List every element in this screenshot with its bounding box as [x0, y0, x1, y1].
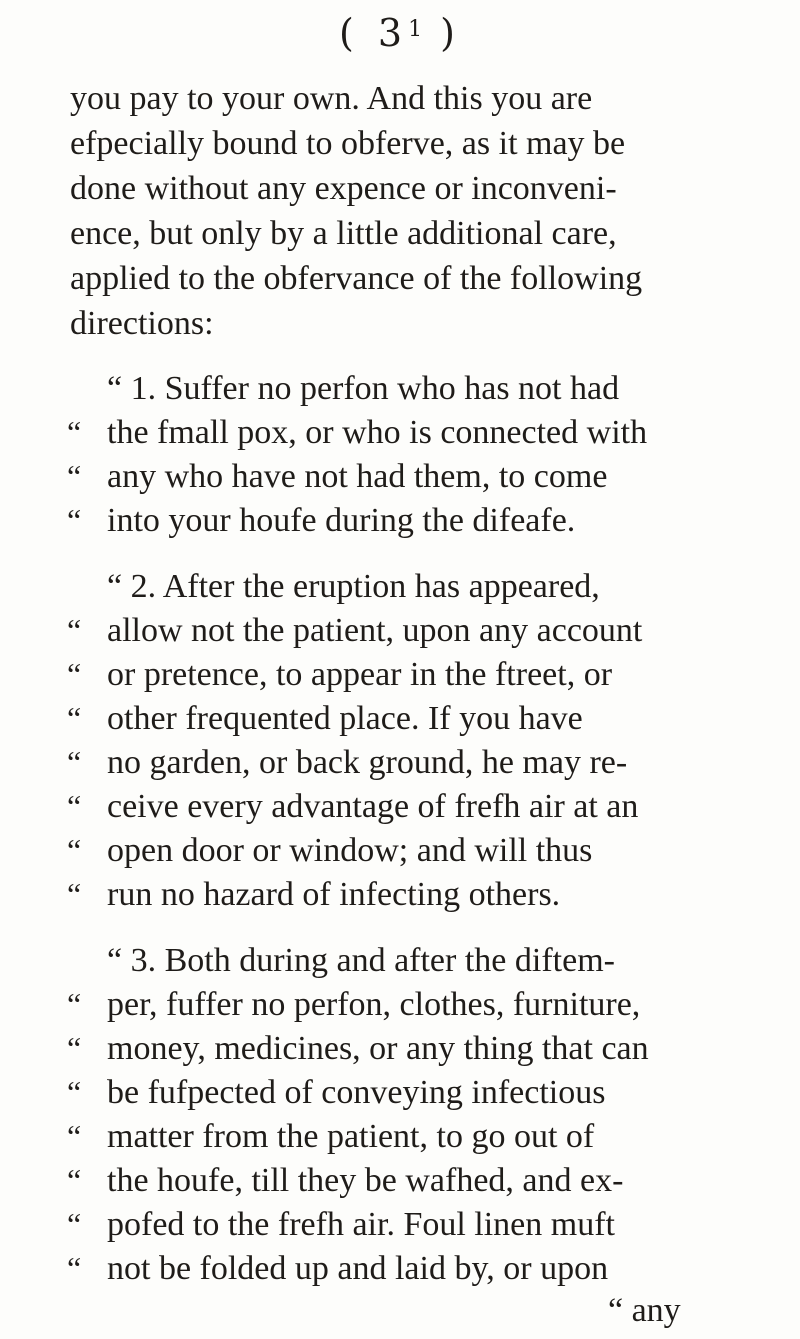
quote-mark: “: [67, 1118, 82, 1154]
quote-mark: “: [67, 1162, 82, 1198]
text-line: [67, 608, 643, 653]
text-line-content: pofed to the frefh air. Foul linen muft: [107, 1206, 615, 1243]
text-line-content: the houfe, till they be wafhed, and ex-: [107, 1162, 624, 1199]
text-line-content: per, fuffer no perfon, clothes, furniture,: [107, 986, 641, 1023]
text-line: [70, 256, 642, 301]
text-line-content: “ 2. After the eruption has appeared,: [107, 568, 600, 605]
page-number-header: [0, 6, 800, 57]
catchword: “ any: [608, 1292, 681, 1329]
quote-mark: “: [67, 656, 82, 692]
text-line-content: or pretence, to appear in the ftreet, or: [107, 656, 613, 693]
text-line: [67, 1070, 606, 1115]
quote-mark: “: [67, 986, 82, 1022]
text-line-content: into your houfe during the difeafe.: [107, 502, 576, 539]
text-line: [70, 166, 617, 211]
quote-mark: “: [67, 612, 82, 648]
text-line-content: ence, but only by a little additional care,: [70, 215, 617, 252]
text-line-content: be fufpected of conveying infectious: [107, 1074, 606, 1111]
text-line: [70, 76, 592, 121]
text-line-content: no garden, or back ground, he may re-: [107, 744, 628, 781]
text-line: [70, 121, 625, 166]
text-line: [67, 1026, 649, 1071]
quote-mark: “: [67, 1074, 82, 1110]
text-line: [107, 366, 619, 411]
text-line-content: run no hazard of infecting others.: [107, 876, 561, 913]
page-number-close: ): [422, 11, 461, 55]
text-line: [67, 652, 613, 697]
quote-mark: “: [67, 876, 82, 912]
text-line: [67, 1158, 624, 1203]
text-line-content: matter from the patient, to go out of: [107, 1118, 595, 1155]
text-line: [107, 564, 600, 609]
text-line-content: directions:: [70, 305, 214, 342]
text-line-content: applied to the obfervance of the following: [70, 260, 643, 297]
text-line-content: the fmall pox, or who is connected with: [107, 414, 648, 451]
text-line: [67, 696, 583, 741]
text-line: [67, 872, 561, 917]
quote-mark: “: [67, 832, 82, 868]
text-line-content: “ 3. Both during and after the diftem-: [107, 942, 615, 979]
text-line-content: not be folded up and laid by, or upon: [107, 1250, 609, 1287]
text-line-content: open door or window; and will thus: [107, 832, 593, 869]
quote-mark: “: [67, 502, 82, 538]
text-line: [70, 301, 214, 346]
quote-mark: “: [67, 458, 82, 494]
text-line: [67, 410, 648, 455]
quote-mark: “: [67, 1206, 82, 1242]
text-line-content: efpecially bound to obferve, as it may be: [70, 125, 626, 162]
text-line-content: done without any expence or inconveni-: [70, 170, 617, 207]
text-line-content: money, medicines, or any thing that can: [107, 1030, 649, 1067]
quote-mark: “: [67, 1030, 82, 1066]
page-number-open: ( 3: [339, 11, 409, 55]
text-line: [67, 1202, 615, 1247]
text-line-content: any who have not had them, to come: [107, 458, 608, 495]
text-line-content: “ 1. Suffer no perfon who has not had: [107, 370, 620, 407]
quote-mark: “: [67, 414, 82, 450]
text-line: [67, 498, 576, 543]
text-line: [70, 211, 617, 256]
text-line: [67, 784, 639, 829]
quote-mark: “: [67, 788, 82, 824]
text-line-content: allow not the patient, upon any account: [107, 612, 643, 649]
text-line: [67, 1246, 609, 1291]
text-line: [67, 1114, 595, 1159]
text-line: [67, 828, 593, 873]
text-line-content: you pay to your own. And this you are: [70, 80, 593, 117]
quote-mark: “: [67, 744, 82, 780]
text-line: [67, 454, 608, 499]
text-line-content: ceive every advantage of frefh air at an: [107, 788, 639, 825]
quote-mark: “: [67, 1250, 82, 1286]
text-line-content: other frequented place. If you have: [107, 700, 583, 737]
text-line: [67, 740, 628, 785]
text-line: [67, 982, 641, 1027]
page-number-sup: 1: [408, 17, 423, 42]
quote-mark: “: [67, 700, 82, 736]
text-line: [107, 938, 615, 983]
